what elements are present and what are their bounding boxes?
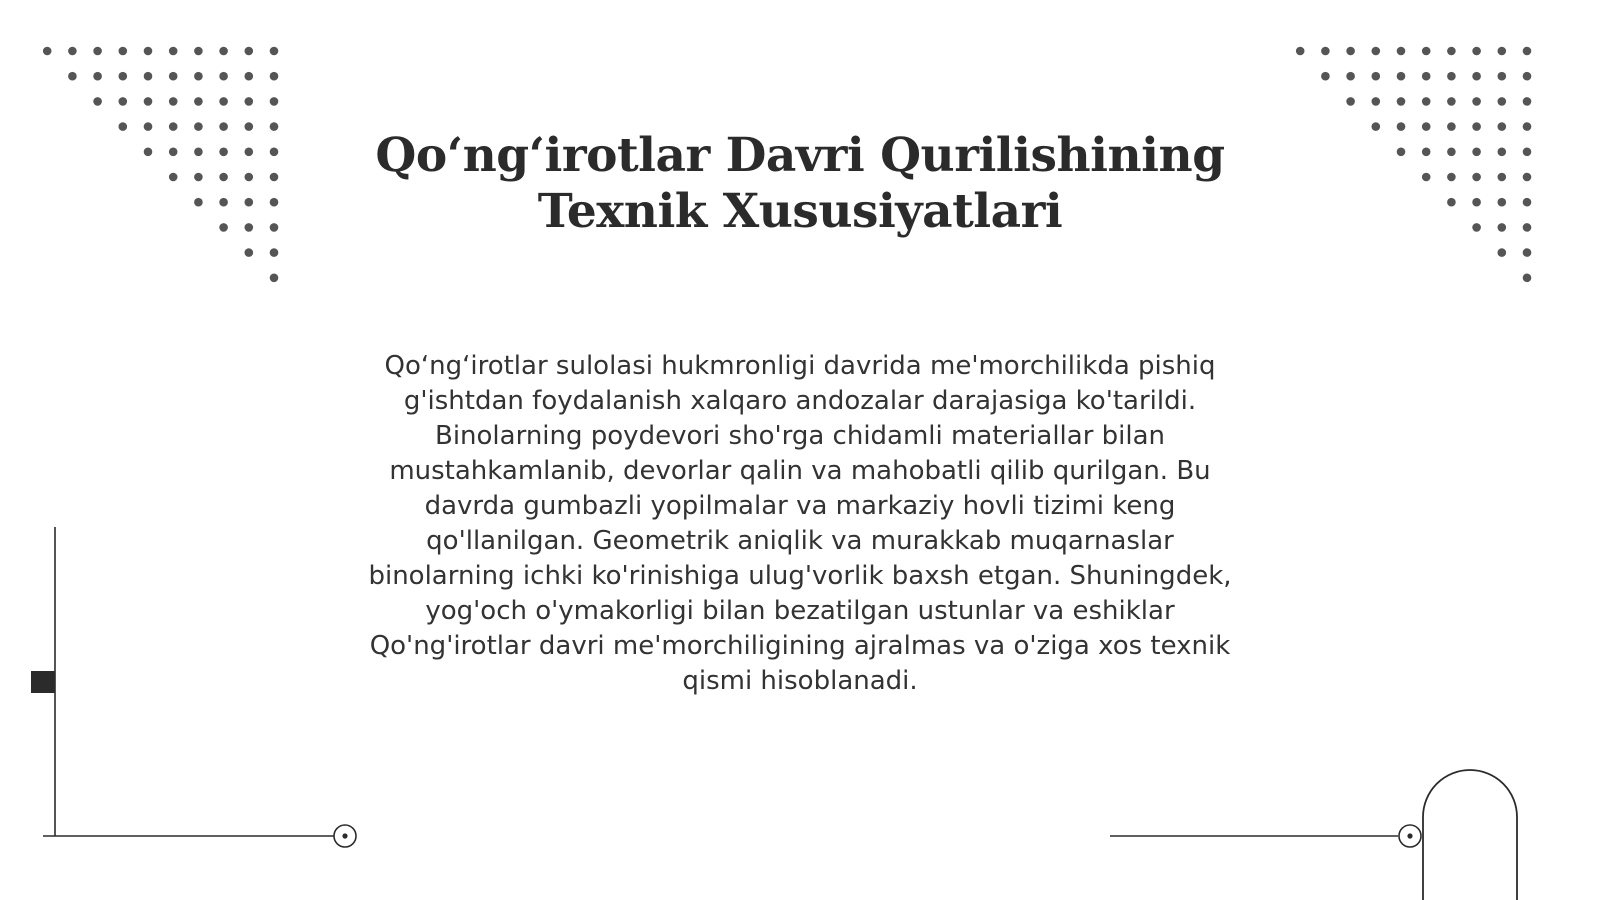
pattern-dot xyxy=(194,72,203,81)
pattern-dot xyxy=(194,122,203,131)
pattern-dot xyxy=(1498,122,1507,131)
pattern-dot xyxy=(1498,223,1507,232)
pattern-dot xyxy=(1472,198,1481,207)
pattern-dot xyxy=(270,274,279,283)
pattern-dot xyxy=(270,122,279,131)
pattern-dot xyxy=(1523,72,1532,81)
pattern-dot xyxy=(245,122,254,131)
pattern-dot xyxy=(1397,47,1406,56)
pattern-dot xyxy=(1447,198,1456,207)
pattern-dot xyxy=(1472,72,1481,81)
pattern-dot xyxy=(270,72,279,81)
pattern-dot xyxy=(1498,148,1507,157)
pattern-dot xyxy=(270,173,279,182)
pattern-dot xyxy=(1472,173,1481,182)
pattern-dot xyxy=(1498,97,1507,106)
pattern-dot xyxy=(1422,122,1431,131)
pattern-dot xyxy=(169,47,178,56)
dot-pattern-top-right xyxy=(1296,47,1531,282)
slide-body-text: Qo‘ng‘irotlar sulolasi hukmronligi davrida me'morchilikda pishiq g'ishtdan foydalanish xalqaro andozalar darajasiga ko'tarildi. Binolarning poydevori sho'rga chidamli materiallar bilan mustahkamlanib, devorlar qalin va mahobatli qilib qurilgan. Bu davrda gumbazli yopilmalar va markaziy hovli tizimi keng qo'llanilgan. Geometrik aniqlik va murakkab muqarnaslar binolarning ichki ko'rinishiga ulug'vorlik baxsh etgan. Shuningdek, yog'och o'ymakorligi bilan bezatilgan ustunlar va eshiklar Qo'ng'irotlar davri me'morchiligining ajralmas va o'ziga xos texnik qismi hisoblanadi. xyxy=(368,351,1232,696)
pattern-dot xyxy=(1346,47,1355,56)
pattern-dot xyxy=(1422,173,1431,182)
pattern-dot xyxy=(270,97,279,106)
pattern-dot xyxy=(169,173,178,182)
pattern-dot xyxy=(1397,148,1406,157)
pattern-dot xyxy=(119,122,128,131)
pattern-dot xyxy=(1422,148,1431,157)
left-square-marker xyxy=(31,671,55,693)
pattern-dot xyxy=(219,97,228,106)
pattern-dot xyxy=(270,198,279,207)
target-circle-icon xyxy=(1399,825,1421,847)
pattern-dot xyxy=(219,223,228,232)
pattern-dot xyxy=(219,72,228,81)
pattern-dot xyxy=(1372,72,1381,81)
pattern-dot xyxy=(1523,223,1532,232)
pattern-dot xyxy=(270,47,279,56)
pattern-dot xyxy=(1447,97,1456,106)
pattern-dot xyxy=(1397,72,1406,81)
pattern-dot xyxy=(245,173,254,182)
pattern-dot xyxy=(1422,47,1431,56)
pattern-dot xyxy=(1523,47,1532,56)
pattern-dot xyxy=(93,97,102,106)
pattern-dot xyxy=(1422,97,1431,106)
pattern-dot xyxy=(144,148,153,157)
pattern-dot xyxy=(194,173,203,182)
pattern-dot xyxy=(245,148,254,157)
pattern-dot xyxy=(245,248,254,257)
pattern-dot xyxy=(219,47,228,56)
pattern-dot xyxy=(1472,97,1481,106)
pattern-dot xyxy=(194,198,203,207)
pattern-dot xyxy=(1296,47,1305,56)
pattern-dot xyxy=(1523,248,1532,257)
pattern-dot xyxy=(1372,97,1381,106)
pattern-dot xyxy=(1498,248,1507,257)
pattern-dot xyxy=(144,72,153,81)
arch-outline-icon xyxy=(1423,770,1517,900)
pattern-dot xyxy=(1498,173,1507,182)
pattern-dot xyxy=(1372,122,1381,131)
pattern-dot xyxy=(245,72,254,81)
pattern-dot xyxy=(219,122,228,131)
pattern-dot xyxy=(1498,198,1507,207)
pattern-dot xyxy=(1372,47,1381,56)
pattern-dot xyxy=(144,97,153,106)
pattern-dot xyxy=(1447,173,1456,182)
pattern-dot xyxy=(1346,72,1355,81)
pattern-dot xyxy=(1321,47,1330,56)
pattern-dot xyxy=(245,198,254,207)
pattern-dot xyxy=(1523,148,1532,157)
pattern-dot xyxy=(245,97,254,106)
pattern-dot xyxy=(1397,122,1406,131)
pattern-dot xyxy=(1523,198,1532,207)
pattern-dot xyxy=(119,97,128,106)
pattern-dot xyxy=(1523,122,1532,131)
pattern-dot xyxy=(1447,72,1456,81)
pattern-dot xyxy=(169,148,178,157)
pattern-dot xyxy=(144,122,153,131)
pattern-dot xyxy=(1523,274,1532,283)
pattern-dot xyxy=(1422,72,1431,81)
pattern-dot xyxy=(1523,173,1532,182)
dot-pattern-top-left xyxy=(43,47,278,282)
pattern-dot xyxy=(169,97,178,106)
pattern-dot xyxy=(1397,97,1406,106)
pattern-dot xyxy=(1346,97,1355,106)
pattern-dot xyxy=(1447,47,1456,56)
pattern-dot xyxy=(194,47,203,56)
pattern-dot xyxy=(169,72,178,81)
pattern-dot xyxy=(219,173,228,182)
pattern-dot xyxy=(1498,72,1507,81)
pattern-dot xyxy=(245,223,254,232)
pattern-dot xyxy=(1498,47,1507,56)
pattern-dot xyxy=(144,47,153,56)
pattern-dot xyxy=(270,248,279,257)
pattern-dot xyxy=(1472,223,1481,232)
pattern-dot xyxy=(169,122,178,131)
pattern-dot xyxy=(219,148,228,157)
pattern-dot xyxy=(93,47,102,56)
pattern-dot xyxy=(1447,148,1456,157)
pattern-dot xyxy=(1472,47,1481,56)
pattern-dot xyxy=(1447,122,1456,131)
pattern-dot xyxy=(270,223,279,232)
pattern-dot xyxy=(68,47,77,56)
pattern-dot xyxy=(194,97,203,106)
pattern-dot xyxy=(1472,122,1481,131)
pattern-dot xyxy=(194,148,203,157)
pattern-dot xyxy=(1523,97,1532,106)
pattern-dot xyxy=(1472,148,1481,157)
pattern-dot xyxy=(119,47,128,56)
pattern-dot xyxy=(270,148,279,157)
target-circle-icon xyxy=(334,825,356,847)
pattern-dot xyxy=(43,47,52,56)
pattern-dot xyxy=(68,72,77,81)
pattern-dot xyxy=(219,198,228,207)
pattern-dot xyxy=(119,72,128,81)
pattern-dot xyxy=(245,47,254,56)
pattern-dot xyxy=(93,72,102,81)
slide-title: Qo‘ng‘irotlar Davri Qurilishining Texnik Xususiyatlari xyxy=(375,128,1225,239)
pattern-dot xyxy=(1321,72,1330,81)
